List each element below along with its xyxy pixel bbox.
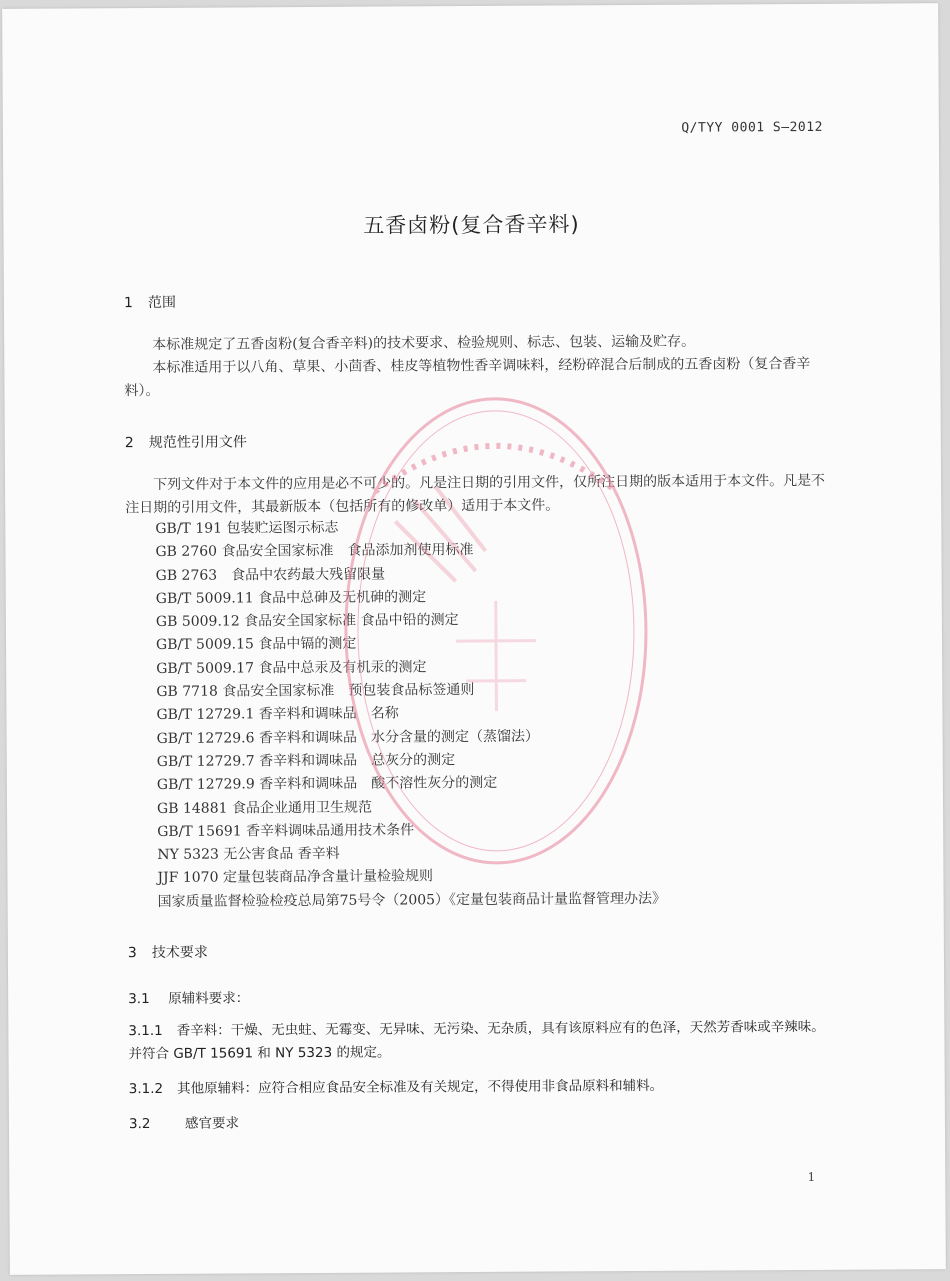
clause-3-1-1: [128, 1016, 833, 1066]
page-content: [2, 3, 946, 1275]
subsection-title: 感官要求: [184, 1115, 240, 1132]
section-title: 范围: [147, 294, 176, 311]
section-3-heading: [128, 942, 208, 962]
reference-item: GB 5009.12 食品安全国家标准 食品中铅的测定: [155, 612, 459, 631]
subsection-3-2-heading: [129, 1111, 239, 1132]
clause-number: 3.1.2: [128, 1080, 164, 1098]
reference-item: GB 2760 食品安全国家标准 食品添加剂使用标准: [155, 542, 474, 561]
scope-paragraph-1: 本标准规定了五香卤粉(复合香辛料)的技术要求、检验规则、标志、包装、运输及贮存。: [152, 333, 696, 353]
reference-item: GB/T 15691 香辛料调味品通用技术条件: [157, 822, 415, 840]
section-2-heading: [125, 431, 247, 452]
reference-item: NY 5323 无公害食品 香辛料: [157, 845, 340, 864]
section-title: 规范性引用文件: [148, 434, 247, 451]
reference-item: GB 14881 食品企业通用卫生规范: [156, 799, 372, 817]
section-number: 2: [124, 435, 134, 452]
reference-item: GB 7718 食品安全国家标准 预包装食品标签通则: [156, 682, 475, 701]
page-number: 1: [807, 1169, 816, 1184]
reference-item: GB/T 12729.6 香辛料和调味品 水分含量的测定（蒸馏法）: [156, 728, 539, 747]
section-number: 3: [127, 945, 137, 962]
clause-text: 其他原辅料：应符合相应食品安全标准及有关规定，不得使用非食品原料和辅料。: [177, 1077, 664, 1097]
reference-item: GB/T 191 包装贮运图示标志: [155, 519, 339, 537]
reference-item: GB/T 12729.7 香辛料和调味品 总灰分的测定: [156, 752, 456, 770]
section-title: 技术要求: [151, 944, 208, 961]
clause-text: 香辛料：干燥、无虫蛀、无霉变、无异味、无污染、无杂质，具有该原料应有的色泽，天然芳香味或辛辣味。并符合 GB/T 15691 和 NY 5323 的规定。: [128, 1018, 825, 1063]
standard-number: Q/TYY 0001 S—2012: [681, 119, 823, 136]
reference-item: GB/T 5009.17 食品中总汞及有机汞的测定: [156, 659, 427, 677]
reference-item: GB/T 5009.11 食品中总砷及无机砷的测定: [155, 589, 427, 607]
section-number: 1: [123, 295, 133, 312]
reference-item: 国家质量监督检验检疫总局第75号令（2005）《定量包装商品计量监督管理办法》: [157, 890, 667, 910]
reference-item: GB/T 5009.15 食品中镉的测定: [155, 636, 357, 654]
clause-number: 3.1.1: [128, 1022, 163, 1040]
section-1-heading: [124, 292, 176, 312]
subsection-title: 原辅料要求：: [168, 990, 250, 1007]
reference-list: [155, 514, 837, 914]
subsection-number: 3.2: [128, 1115, 151, 1133]
reference-item: GB 2763 食品中农药最大残留限量: [155, 566, 386, 584]
scope-paragraph-2: 本标准适用于以八角、草果、小茴香、桂皮等植物性香辛调味料，经粉碎混合后制成的五香卤粉（复合香辛料）。: [124, 355, 811, 400]
reference-item: GB/T 12729.9 香辛料和调味品 酸不溶性灰分的测定: [156, 775, 498, 794]
refs-intro-paragraph: 下列文件对于本文件的应用是必不可少的。凡是注日期的引用文件，仅所注日期的版本适用于本文件。凡是不注日期的引用文件，其最新版本（包括所有的修改单）适用于本文件。: [125, 472, 826, 517]
document-title: 五香卤粉(复合香辛料): [363, 212, 580, 238]
subsection-3-1-heading: [128, 986, 249, 1007]
document-page: [2, 3, 946, 1275]
reference-item: GB/T 12729.1 香辛料和调味品 名称: [156, 705, 399, 724]
reference-item: JJF 1070 定量包装商品净含量计量检验规则: [157, 868, 433, 887]
subsection-number: 3.1: [128, 990, 150, 1008]
clause-3-1-2: [129, 1074, 834, 1101]
